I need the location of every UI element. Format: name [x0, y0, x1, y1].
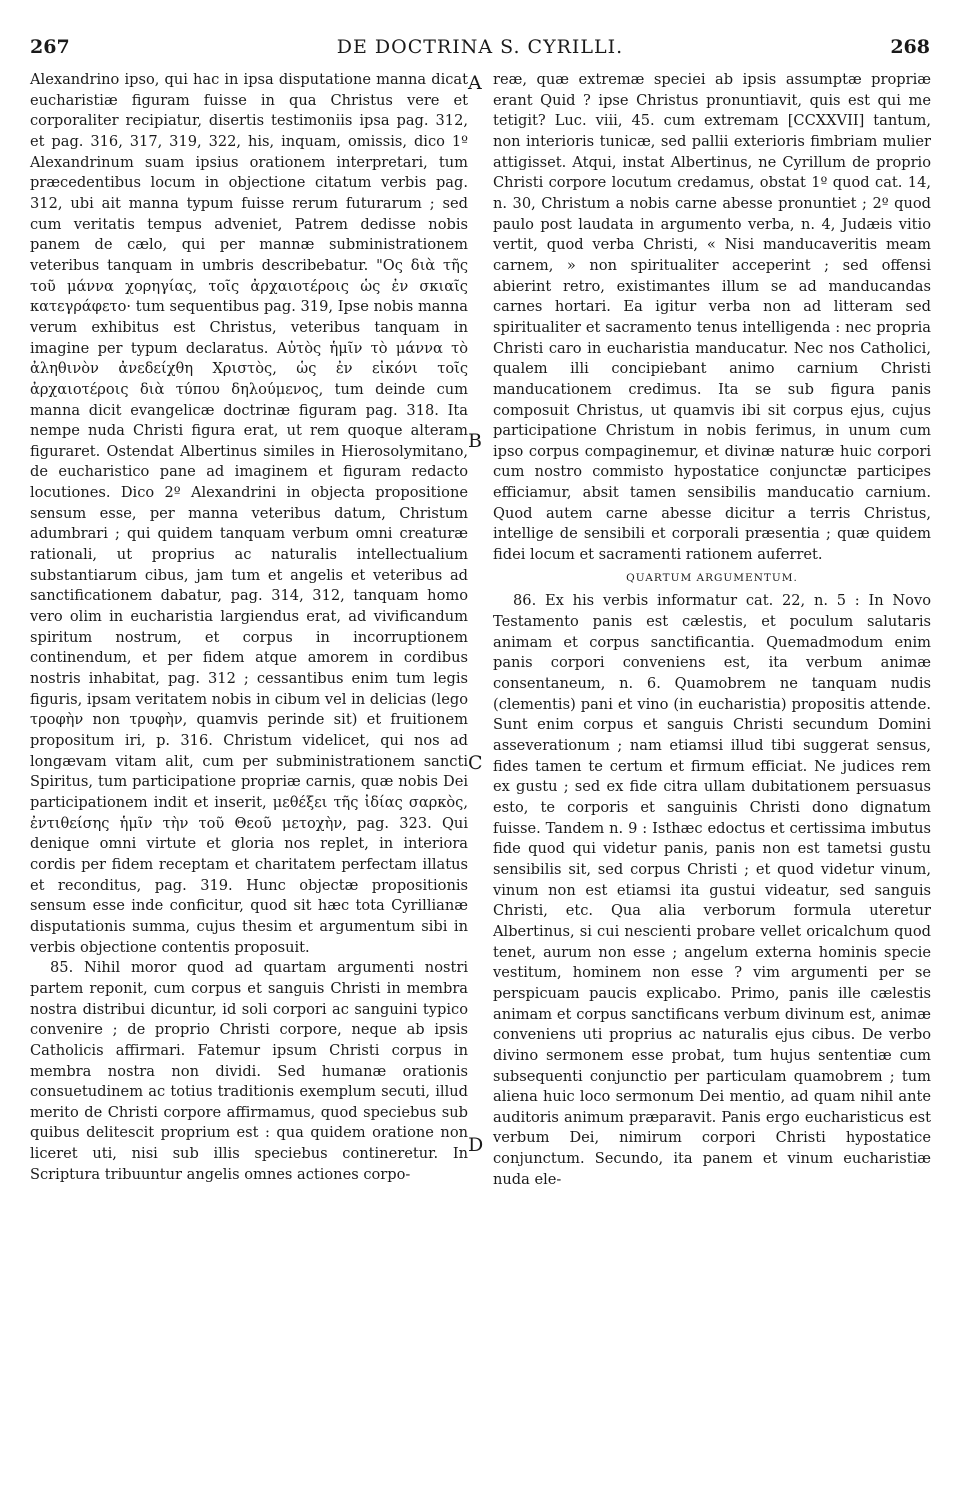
page-number-left: 267: [30, 36, 70, 58]
right-column: [493, 70, 931, 1190]
left-paragraph-85: 85. Nihil moror quod ad quartam argumenti nostri partem reponit, cum corpus et sanguis Christi in membra nostra distribui dicuntur, id soli corpori ac sanguini typico convenire ; de proprio Christi corpore, neque ab ipsis Catholicis affirmari. Fatemur ipsum Christi corpus in membra nostra non dividi. Sed humanæ orationis consuetudinem ac totius traditionis exemplum secuti, illud merito de Christi corpore affirmamus, quod speciebus sub quibus delitescit proprium est : qua quidem oratione non liceret uti, nisi sub illis speciebus contineretur. In Scriptura tribuuntur angelis omnes actiones corpo-: [30, 959, 468, 1183]
running-title: DE DOCTRINA S. CYRILLI.: [336, 36, 624, 58]
margin-letter-a: A: [468, 72, 482, 94]
margin-letter-d: D: [468, 1134, 484, 1156]
margin-letter-c: C: [468, 752, 483, 774]
right-paragraph-1: reæ, quæ extremæ speciei ab ipsis assumptæ propriæ erant Quid ? ipse Christus pronuntiavit, quis est qui me tetigit? Luc. viii, 45. cum extremam [CCXXVII] tantum, non interioris tunicæ, sed pallii exterioris fimbriam mulier attigisset. Atqui, instat Albertinus, ne Cyrillum de proprio Christi corpore locutum credamus, obstat 1º quod cat. 14, n. 30, Christum a nobis carne abesse pronuntiet ; 2º quod paulo post laudata in argumento verba, n. 4, Judæis vitio vertit, quod verba Christi, « Nisi manducaveritis meam carnem, » non spiritualiter acceperint ; sed offensi abierint retro, existimantes illum se ad manducandas carnes hortari. Ea igitur verba non ad litteram sed spiritualiter et sacramento tenus intelligenda : nec propria Christi caro in eucharistia manducatur. Nec nos Catholici, qualem illi concipiebant animo carnium Christi manducationem credimus. Ita se sub figura panis composuit Christus, ut quamvis ibi sit corpus ejus, cujus participatione Christum in nobis ferimus, in unum cum ipso corpus compaginemur, et divinæ naturæ huic corpori cum nostro commisto hypostatice conjunctæ participes efficiamur, absit tamen sensibilis manducatio carnium. Quod autem carne abesse dicitur a terris Christus, intellige de sensibili et corporali præsentia ; quæ quidem fidei locum et sacramenti rationem auferret.: [493, 71, 931, 564]
left-column: [30, 70, 468, 1185]
right-paragraph-86: 86. Ex his verbis informatur cat. 22, n. 5 : In Novo Testamento panis est cælestis, et poculum salutaris animam et corpus sanctificantia. Quemadmodum enim panis corpori conveniens est, ita verbum animæ consentaneum, n. 6. Quamobrem ne tanquam nudis (clementis) pani et vino (in eucharistia) propositis attende. Sunt enim corpus et sanguis Christi secundum Domini asseverationum ; nam etiamsi illud tibi suggerat sensus, fides tamen te certum et firmum efficiat. Ne judices rem ex gustu ; sed ex fide citra ullam dubitationem persuasus esto, te corporis et sanguinis Christi dono dignatum fuisse. Tandem n. 9 : Isthæc edoctus et certissima imbutus fide quod qui videtur panis, panis non est tametsi gustu sensibilis sit, sed corpus Christi ; et quod videtur vinum, vinum non est etiamsi ita gustui videatur, sed sanguis Christi, etc. Qua alia verborum formula uteretur Albertinus, si cui nescienti probare vellet oricalchum quod tenet, aurum non esse ; angelum externa hominis specie vestitum, hominem non esse ? vim argumenti per se perspicuam paucis explicabo. Primo, panis ille cælestis animam et corpus sanctificans verbum divinum est, animæ conveniens uti proprius ac naturalis ejus cibus. De verbo divino sermonem esse probat, tum hujus sententiæ cum subsequenti conjunctio per particulam quamobrem ; tum aliena huic loco sermonum Dei mentio, ad quam nihil ante auditoris animum præparavit. Panis ergo eucharisticus est verbum Dei, nimirum corpori Christi hypostatice conjunctum. Secundo, ita panem et vinum eucharistiæ nuda ele-: [493, 592, 931, 1188]
page-number-right: 268: [890, 36, 930, 58]
margin-letter-b: B: [468, 430, 482, 452]
page-header: [30, 36, 930, 68]
left-paragraph-1: Alexandrino ipso, qui hac in ipsa disputatione manna dicat eucharistiæ figuram fuisse in qua Christus vere et corporaliter recipiatur, disertis testimoniis ipsa pag. 312, et pag. 316, 317, 319, 322, his, inquam, omissis, dico 1º Alexandrinum suam ipsius orationem interpretari, tum præcedentibus locum in objectione citatum verbis pag. 312, ubi ait manna typum fuisse rerum futurarum ; sed cum veritatis tempus adveniet, Patrem dedisse nobis panem de cælo, qui per mannæ subministrationem veteribus tanquam in umbris describebatur. "Ος διὰ τῆς τοῦ μάννα χορηγίας, τοῖς ἀρχαιοτέροις ὡς ἐν σκιαῖς κατεγράφετο· tum sequentibus pag. 319, Ipse nobis manna verum exhibitus est Christus, veteribus tanquam in imagine per typum declaratus. Αὐτὸς ἡμῖν τὸ μάννα τὸ ἀληθινὸν ἀνεδείχθη Χριστὸς, ὡς ἐν εἰκόνι τοῖς ἀρχαιοτέροις διὰ τύπου δηλούμενος, tum deinde cum manna dicit evangelicæ doctrinæ figuram pag. 318. Ita nempe nuda Christi figura erat, ut rem quoque alteram figuraret. Ostendat Albertinus similes in Hierosolymitano, de eucharistico pane ad imaginem et figuram redacto locutiones. Dico 2º Alexandrini in objecta propositione sensum esse, per manna veteribus datum, Christum adumbrari ; qui quidem tanquam verbum omni creaturæ rationali, ut proprius ac naturalis intellectualium substantiarum cibus, jam tum et angelis et veteribus ad sanctificationem dabatur, pag. 314, 312, tanquam homo vero olim in eucharistia largiendus erat, ad vivificandum spiritum nostrum, et corpus in incorruptionem continendum, et per fidem atque amorem in cordibus nostris inhabitat, pag. 312 ; cessantibus enim tum legis figuris, ipsam veritatem nobis in cibum vel in delicias (lego τροφὴν non τρυφὴν, quamvis perinde sit) et fruitionem propositum iri, p. 316. Christum videlicet, qui nos ad longævam vitam alit, cum per subministrationem sancti Spiritus, tum participatione propriæ carnis, quæ nobis Dei participationem indit et inserit, μεθέξει τῆς ἰδίας σαρκὸς, ἐντιθείσης ἡμῖν τὴν τοῦ Θεοῦ μετοχὴν, pag. 323. Qui denique omni virtute et gloria nos replet, in interiora cordis per fidem receptam et charitatem perfectam illatus et reconditus, pag. 319. Hunc objectæ propositionis sensum esse inde conficitur, quod sit hæc tota Cyrillianæ disputationis summa, cujus thesim et argumentum sibi in verbis objectione contentis proposuit.: [30, 71, 468, 956]
section-heading: QUARTUM ARGUMENTUM.: [626, 571, 798, 584]
